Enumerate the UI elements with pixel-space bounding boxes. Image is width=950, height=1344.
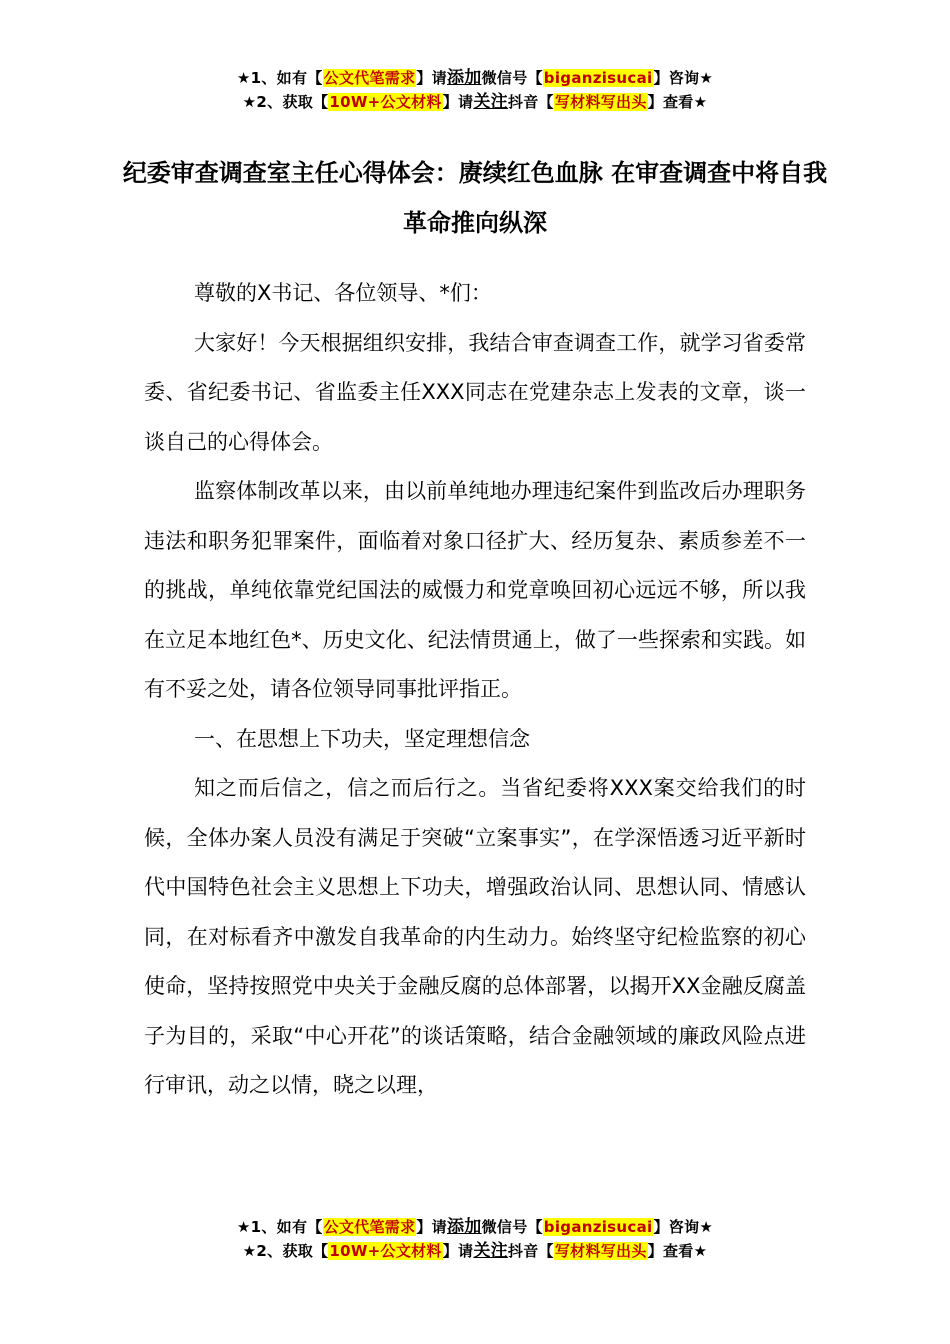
wechat-id: biganzisucai (543, 1218, 653, 1236)
banner-text: 】咨询★ (653, 69, 714, 87)
section-heading: 一、在思想上下功夫，坚定理想信念 (194, 726, 530, 751)
highlight-text: 10W+公文材料 (329, 1242, 442, 1260)
salutation: 尊敬的X书记、各位领导、*们： (194, 281, 492, 305)
banner-text: 】请 (442, 1242, 474, 1260)
emphasis-text: 添加 (446, 1217, 482, 1237)
banner-text: 微信号【 (481, 69, 543, 87)
douyin-account: 写材料写出头 (554, 93, 647, 111)
highlight-text: 公文代笔需求 (323, 1218, 416, 1236)
banner-text: 】请 (416, 1218, 447, 1236)
banner-text: 抖音【 (507, 93, 554, 111)
douyin-account: 写材料写出头 (554, 1242, 647, 1260)
banner-text: ★1、如有【 (236, 1218, 323, 1236)
banner-line-1 (0, 1215, 950, 1239)
banner-text: 】查看★ (647, 1242, 708, 1260)
banner-text: ★2、获取【 (242, 93, 329, 111)
header-banner (0, 66, 950, 114)
banner-text: 】咨询★ (653, 1218, 714, 1236)
banner-text: 】请 (442, 93, 474, 111)
banner-text: ★1、如有【 (236, 69, 323, 87)
banner-line-2 (0, 1239, 950, 1263)
banner-text: 】查看★ (647, 93, 708, 111)
document-title: 纪委审查调查室主任心得体会：赓续红色血脉 在审查调查中将自我革命推向纵深 (122, 159, 828, 237)
emphasis-text: 关注 (473, 1241, 508, 1261)
banner-line-2 (0, 90, 950, 114)
document-body (144, 269, 806, 1111)
highlight-text: 10W+公文材料 (329, 93, 442, 111)
banner-text: 抖音【 (507, 1242, 554, 1260)
highlight-text: 公文代笔需求 (323, 69, 416, 87)
banner-text: 】请 (416, 69, 447, 87)
emphasis-text: 添加 (446, 68, 482, 88)
banner-line-1 (0, 66, 950, 90)
banner-text: 微信号【 (481, 1218, 543, 1236)
wechat-id: biganzisucai (543, 69, 653, 87)
paragraph: 大家好！今天根据组织安排，我结合审查调查工作，就学习省委常委、省纪委书记、省监委主任XXX同志在党建杂志上发表的文章，谈一谈自己的心得体会。 (144, 330, 806, 454)
paragraph: 监察体制改革以来，由以前单纯地办理违纪案件到监改后办理职务违法和职务犯罪案件，面临着对象口径扩大、经历复杂、素质参差不一的挑战，单纯依靠党纪国法的威慑力和党章唤回初心远远不够，所以我在立足本地红色*、历史文化、纪法情贯通上，做了一些探索和实践。如有不妥之处，请各位领导同事批评指正。 (144, 479, 806, 701)
emphasis-text: 关注 (473, 92, 508, 112)
paragraph: 知之而后信之，信之而后行之。当省纪委将XXX案交给我们的时候，全体办案人员没有满足于突破“立案事实”，在学深悟透习近平新时代中国特色社会主义思想上下功夫，增强政治认同、思想认同、情感认同，在对标看齐中激发自我革命的内生动力。始终坚守纪检监察的初心使命，坚持按照党中央关于金融反腐的总体部署，以揭开XX金融反腐盖子为目的，采取“中心开花”的谈话策略，结合金融领域的廉政风险点进行审讯，动之以情，晓之以理， (144, 776, 806, 1097)
banner-text: ★2、获取【 (242, 1242, 329, 1260)
footer-banner (0, 1215, 950, 1263)
